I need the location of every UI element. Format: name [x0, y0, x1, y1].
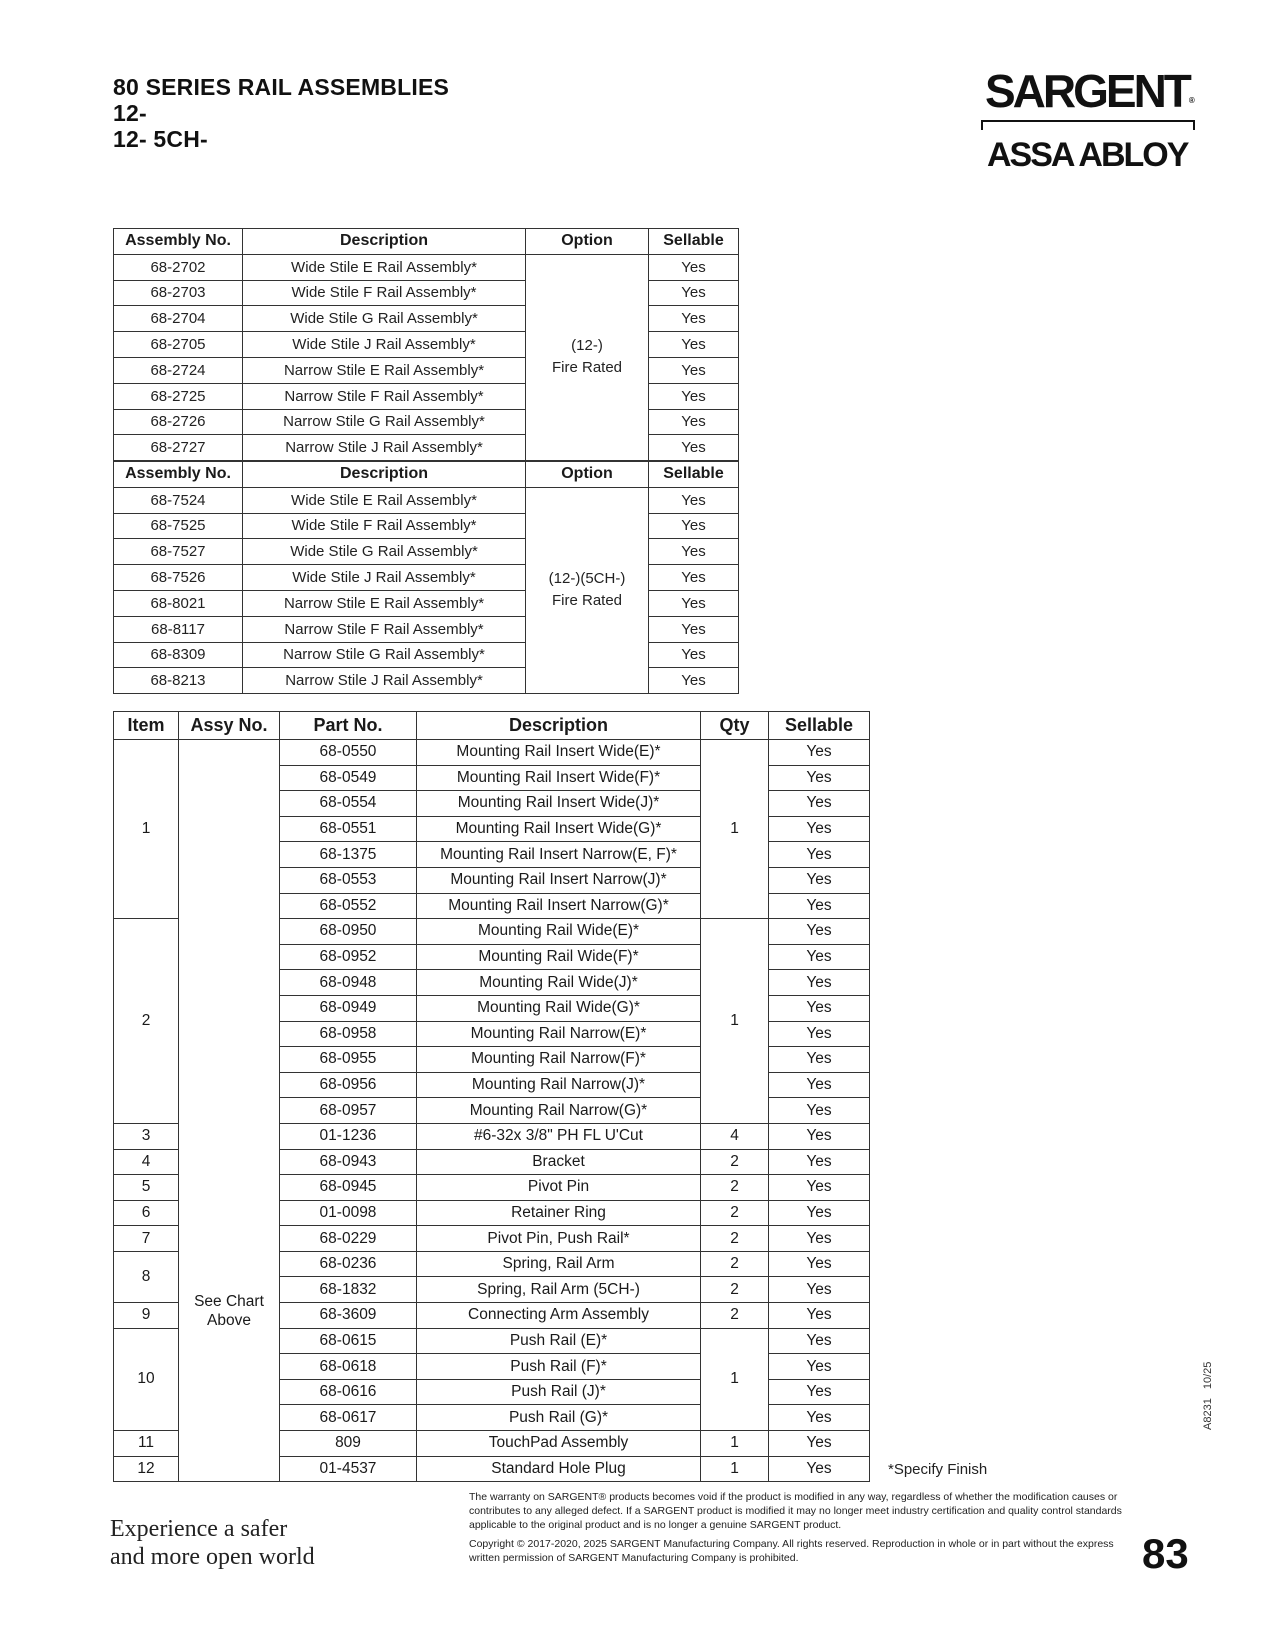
- qty-value: 2: [701, 1303, 769, 1329]
- sellable-value: Yes: [769, 893, 870, 919]
- part-description: Mounting Rail Insert Wide(G)*: [417, 816, 701, 842]
- sellable-value: Yes: [769, 1456, 870, 1482]
- assa-abloy-wordmark: ASSA ABLOY: [987, 136, 1188, 174]
- assembly-number: 68-8309: [114, 642, 243, 668]
- header-option: Option: [526, 462, 649, 488]
- sellable-value: Yes: [769, 1021, 870, 1047]
- item-number: 1: [114, 740, 179, 919]
- table-header-row: [114, 229, 739, 255]
- part-number: 68-0229: [280, 1226, 417, 1252]
- part-description: Pivot Pin, Push Rail*: [417, 1226, 701, 1252]
- sellable-value: Yes: [649, 254, 739, 280]
- sellable-value: Yes: [769, 1149, 870, 1175]
- header-sellable: Sellable: [649, 462, 739, 488]
- assembly-description: Narrow Stile F Rail Assembly*: [243, 383, 526, 409]
- part-number: 68-0617: [280, 1405, 417, 1431]
- assembly-table-12-5ch: [113, 461, 739, 694]
- sellable-value: Yes: [649, 668, 739, 694]
- page-number: 83: [1142, 1530, 1189, 1577]
- sellable-value: Yes: [649, 306, 739, 332]
- qty-value: 2: [701, 1277, 769, 1303]
- item-number: 5: [114, 1175, 179, 1201]
- header-assy-no: Assy No.: [179, 712, 280, 740]
- assembly-description: Wide Stile F Rail Assembly*: [243, 513, 526, 539]
- sellable-value: Yes: [769, 765, 870, 791]
- part-number: 01-1236: [280, 1123, 417, 1149]
- assembly-number: 68-2705: [114, 332, 243, 358]
- assembly-number: 68-7527: [114, 539, 243, 565]
- sellable-value: Yes: [769, 842, 870, 868]
- assembly-number: 68-2726: [114, 409, 243, 435]
- assembly-description: Wide Stile G Rail Assembly*: [243, 539, 526, 565]
- sellable-value: Yes: [649, 513, 739, 539]
- assembly-number: 68-2725: [114, 383, 243, 409]
- sellable-value: Yes: [769, 1098, 870, 1124]
- sellable-value: Yes: [769, 944, 870, 970]
- qty-value: 1: [701, 919, 769, 1124]
- sellable-value: Yes: [769, 1251, 870, 1277]
- table-row: [114, 740, 870, 766]
- assembly-number: 68-2724: [114, 357, 243, 383]
- sellable-value: Yes: [649, 642, 739, 668]
- part-description: Push Rail (J)*: [417, 1379, 701, 1405]
- assy-no-line: See Chart: [194, 1292, 264, 1310]
- sellable-value: Yes: [649, 616, 739, 642]
- assembly-number: 68-7524: [114, 487, 243, 513]
- sellable-value: Yes: [649, 280, 739, 306]
- assembly-description: Wide Stile J Rail Assembly*: [243, 565, 526, 591]
- part-description: Mounting Rail Narrow(G)*: [417, 1098, 701, 1124]
- part-number: 68-0955: [280, 1047, 417, 1073]
- copyright-text: Copyright © 2017-2020, 2025 SARGENT Manufacturing Company. All rights reserved. Reproduction in whole or in part without the express written permission of SARGENT Manufacturing Company is prohibited.: [469, 1538, 1114, 1564]
- part-description: Mounting Rail Wide(E)*: [417, 919, 701, 945]
- header-item: Item: [114, 712, 179, 740]
- part-description: Mounting Rail Narrow(J)*: [417, 1072, 701, 1098]
- qty-value: 1: [701, 740, 769, 919]
- item-number: 2: [114, 919, 179, 1124]
- part-description: Pivot Pin: [417, 1175, 701, 1201]
- part-number: 68-0958: [280, 1021, 417, 1047]
- part-description: Mounting Rail Insert Wide(E)*: [417, 740, 701, 766]
- sellable-value: Yes: [769, 1123, 870, 1149]
- part-number: 68-0554: [280, 791, 417, 817]
- part-number: 809: [280, 1431, 417, 1457]
- header-description: Description: [243, 229, 526, 255]
- title-line: 12-: [113, 100, 147, 126]
- option-line: Fire Rated: [551, 592, 623, 610]
- assembly-description: Narrow Stile E Rail Assembly*: [243, 357, 526, 383]
- part-description: Mounting Rail Insert Wide(J)*: [417, 791, 701, 817]
- item-number: 6: [114, 1200, 179, 1226]
- part-number: 68-0549: [280, 765, 417, 791]
- assembly-number: 68-8117: [114, 616, 243, 642]
- header-description: Description: [243, 462, 526, 488]
- part-description: Mounting Rail Narrow(E)*: [417, 1021, 701, 1047]
- part-number: 68-0553: [280, 867, 417, 893]
- part-number: 68-0956: [280, 1072, 417, 1098]
- part-number: 68-0551: [280, 816, 417, 842]
- qty-value: 2: [701, 1251, 769, 1277]
- sellable-value: Yes: [649, 383, 739, 409]
- warranty-text: The warranty on SARGENT® products becomes void if the product is modified in any way, regardless of whether the modification causes or contributes to any alleged defect. If a SARGENT product is modified it may no longer meet industry certification and quality control standards applicable to the original product and is no longer a genuine SARGENT product.: [469, 1491, 1122, 1531]
- assembly-description: Wide Stile J Rail Assembly*: [243, 332, 526, 358]
- header-option: Option: [526, 229, 649, 255]
- sellable-value: Yes: [769, 1431, 870, 1457]
- part-description: Mounting Rail Insert Narrow(G)*: [417, 893, 701, 919]
- table-row: [114, 487, 739, 513]
- part-description: Standard Hole Plug: [417, 1456, 701, 1482]
- part-number: 68-0550: [280, 740, 417, 766]
- assembly-description: Narrow Stile J Rail Assembly*: [243, 435, 526, 461]
- part-number: 68-0949: [280, 995, 417, 1021]
- option-line: (12-): [571, 337, 603, 355]
- sellable-value: Yes: [769, 1354, 870, 1380]
- part-number: 68-0236: [280, 1251, 417, 1277]
- table-header-row: [114, 712, 870, 740]
- assembly-number: 68-8021: [114, 590, 243, 616]
- sellable-value: Yes: [769, 1200, 870, 1226]
- part-number: 01-4537: [280, 1456, 417, 1482]
- sellable-value: Yes: [769, 1277, 870, 1303]
- sellable-value: Yes: [769, 740, 870, 766]
- part-number: 68-0552: [280, 893, 417, 919]
- qty-value: 2: [701, 1149, 769, 1175]
- item-number: 11: [114, 1431, 179, 1457]
- sellable-value: Yes: [649, 590, 739, 616]
- qty-value: 1: [701, 1456, 769, 1482]
- specify-finish-note: *Specify Finish: [888, 1461, 988, 1478]
- part-description: Push Rail (F)*: [417, 1354, 701, 1380]
- header-sellable: Sellable: [769, 712, 870, 740]
- part-number: 68-0945: [280, 1175, 417, 1201]
- part-description: #6-32x 3/8" PH FL U'Cut: [417, 1123, 701, 1149]
- header-part-no: Part No.: [280, 712, 417, 740]
- table-header-row: [114, 462, 739, 488]
- option-line: Fire Rated: [551, 359, 623, 377]
- sargent-wordmark: SARGENT®: [985, 65, 1195, 117]
- part-description: Mounting Rail Narrow(F)*: [417, 1047, 701, 1073]
- part-description: TouchPad Assembly: [417, 1431, 701, 1457]
- part-description: Spring, Rail Arm (5CH-): [417, 1277, 701, 1303]
- assembly-table-12: [113, 228, 739, 461]
- assy-no-cell: [179, 740, 280, 1482]
- assembly-description: Narrow Stile J Rail Assembly*: [243, 668, 526, 694]
- assembly-description: Wide Stile G Rail Assembly*: [243, 306, 526, 332]
- assembly-description: Narrow Stile G Rail Assembly*: [243, 642, 526, 668]
- header-assembly-no: Assembly No.: [114, 229, 243, 255]
- assembly-description: Narrow Stile G Rail Assembly*: [243, 409, 526, 435]
- part-description: Mounting Rail Wide(G)*: [417, 995, 701, 1021]
- title-line: 12- 5CH-: [113, 126, 208, 152]
- option-cell: [526, 254, 649, 460]
- qty-value: 1: [701, 1431, 769, 1457]
- sellable-value: Yes: [769, 791, 870, 817]
- part-description: Mounting Rail Wide(F)*: [417, 944, 701, 970]
- slogan: [110, 1515, 315, 1571]
- sellable-value: Yes: [649, 409, 739, 435]
- document-id: A8231 10/25: [1202, 1361, 1214, 1430]
- assembly-number: 68-2704: [114, 306, 243, 332]
- part-number: 68-0957: [280, 1098, 417, 1124]
- logo-bracket: [981, 120, 1195, 130]
- item-number: 8: [114, 1251, 179, 1302]
- sellable-value: Yes: [769, 1379, 870, 1405]
- part-description: Bracket: [417, 1149, 701, 1175]
- part-number: 68-0952: [280, 944, 417, 970]
- part-description: Push Rail (E)*: [417, 1328, 701, 1354]
- item-number: 7: [114, 1226, 179, 1252]
- page-title: [113, 74, 449, 152]
- header-sellable: Sellable: [649, 229, 739, 255]
- slogan-line: and more open world: [110, 1544, 315, 1570]
- sellable-value: Yes: [769, 1072, 870, 1098]
- part-description: Spring, Rail Arm: [417, 1251, 701, 1277]
- assembly-number: 68-7525: [114, 513, 243, 539]
- item-number: 3: [114, 1123, 179, 1149]
- assembly-description: Narrow Stile E Rail Assembly*: [243, 590, 526, 616]
- item-number: 12: [114, 1456, 179, 1482]
- sellable-value: Yes: [769, 995, 870, 1021]
- parts-table: [113, 711, 870, 1482]
- qty-value: 2: [701, 1200, 769, 1226]
- sellable-value: Yes: [769, 1226, 870, 1252]
- sellable-value: Yes: [769, 919, 870, 945]
- part-description: Mounting Rail Wide(J)*: [417, 970, 701, 996]
- sellable-value: Yes: [649, 435, 739, 461]
- qty-value: 4: [701, 1123, 769, 1149]
- assembly-number: 68-2703: [114, 280, 243, 306]
- part-description: Mounting Rail Insert Wide(F)*: [417, 765, 701, 791]
- sellable-value: Yes: [769, 1175, 870, 1201]
- item-number: 9: [114, 1303, 179, 1329]
- part-number: 68-0616: [280, 1379, 417, 1405]
- assembly-number: 68-2702: [114, 254, 243, 280]
- qty-value: 2: [701, 1175, 769, 1201]
- table-row: [114, 254, 739, 280]
- sargent-assa-abloy-logo: [985, 66, 1195, 176]
- qty-value: 1: [701, 1328, 769, 1430]
- assembly-description: Wide Stile E Rail Assembly*: [243, 254, 526, 280]
- sellable-value: Yes: [769, 1328, 870, 1354]
- assy-no-line: Above: [207, 1311, 251, 1329]
- header-assembly-no: Assembly No.: [114, 462, 243, 488]
- assembly-description: Wide Stile E Rail Assembly*: [243, 487, 526, 513]
- part-description: Mounting Rail Insert Narrow(E, F)*: [417, 842, 701, 868]
- item-number: 10: [114, 1328, 179, 1430]
- part-description: Connecting Arm Assembly: [417, 1303, 701, 1329]
- sellable-value: Yes: [769, 867, 870, 893]
- part-number: 68-1832: [280, 1277, 417, 1303]
- sellable-value: Yes: [769, 970, 870, 996]
- part-number: 68-0943: [280, 1149, 417, 1175]
- part-number: 68-0950: [280, 919, 417, 945]
- part-description: Push Rail (G)*: [417, 1405, 701, 1431]
- assembly-number: 68-7526: [114, 565, 243, 591]
- sellable-value: Yes: [649, 539, 739, 565]
- part-number: 68-1375: [280, 842, 417, 868]
- assembly-number: 68-2727: [114, 435, 243, 461]
- sellable-value: Yes: [769, 816, 870, 842]
- header-qty: Qty: [701, 712, 769, 740]
- sellable-value: Yes: [649, 332, 739, 358]
- part-number: 68-0948: [280, 970, 417, 996]
- sellable-value: Yes: [769, 1405, 870, 1431]
- slogan-line: Experience a safer: [110, 1516, 288, 1542]
- assembly-description: Wide Stile F Rail Assembly*: [243, 280, 526, 306]
- part-number: 68-0615: [280, 1328, 417, 1354]
- sellable-value: Yes: [769, 1047, 870, 1073]
- assembly-description: Narrow Stile F Rail Assembly*: [243, 616, 526, 642]
- header-description: Description: [417, 712, 701, 740]
- part-description: Retainer Ring: [417, 1200, 701, 1226]
- item-number: 4: [114, 1149, 179, 1175]
- qty-value: 2: [701, 1226, 769, 1252]
- assembly-number: 68-8213: [114, 668, 243, 694]
- sellable-value: Yes: [649, 357, 739, 383]
- title-line: 80 SERIES RAIL ASSEMBLIES: [113, 74, 450, 100]
- sellable-value: Yes: [649, 565, 739, 591]
- part-number: 68-3609: [280, 1303, 417, 1329]
- option-line: (12-)(5CH-): [548, 570, 626, 588]
- sellable-value: Yes: [649, 487, 739, 513]
- part-number: 01-0098: [280, 1200, 417, 1226]
- option-cell: [526, 487, 649, 693]
- sellable-value: Yes: [769, 1303, 870, 1329]
- part-number: 68-0618: [280, 1354, 417, 1380]
- part-description: Mounting Rail Insert Narrow(J)*: [417, 867, 701, 893]
